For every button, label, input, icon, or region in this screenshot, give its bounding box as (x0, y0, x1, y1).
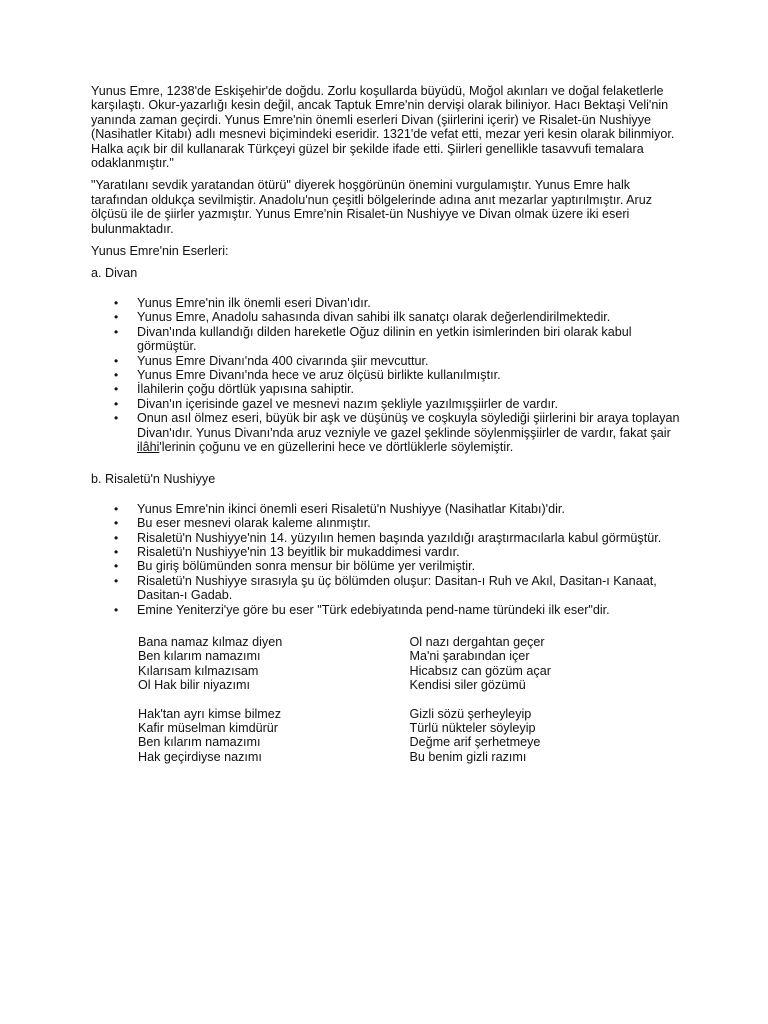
list-item: • Yunus Emre Divanı'nda 400 civarında şiir mevcuttur. (91, 354, 681, 368)
poem-line: Ben kılarım namazımı (138, 649, 261, 664)
list-item (91, 411, 681, 454)
risalet-heading: b. Risaletü'n Nushiyye (91, 472, 216, 487)
poem-line: Ol nazı dergahtan geçer (409, 635, 545, 649)
list-item: • Bu eser mesnevi olarak kaleme alınmıştır. (91, 516, 681, 530)
poem (138, 635, 681, 764)
poem-column-right (410, 635, 682, 693)
risalet-list (91, 502, 681, 617)
poem-line: Ol Hak bilir niyazımı (138, 678, 250, 693)
poem-line: Hak geçirdiyse nazımı (138, 749, 262, 764)
poem-line: Kendisi siler gözümü (409, 678, 526, 693)
intro-paragraph-2: "Yaratılanı sevdik yaratandan ötürü" diyerek hoşgörünün önemini vurgulamıştır. Yunus Emre halk tarafından oldukça sevilmiştir. Anadolu'nun çeşitli bölgelerinde adına anıt mezarlar yaptırılmıştır. Aruz ölçüsü ile de şiirler yazmıştır. Yunus Emre'nin Risalet-ün Nushiyye ve Divan olmak üzere iki eseri bulunmaktadır. (91, 178, 653, 236)
poem-line: Ma'ni şarabından içer (409, 649, 530, 664)
poem-column-right (410, 707, 682, 765)
poem-line: Türlü nükteler söyleyip (409, 721, 536, 736)
poem-line: Kafir müselman kimdürür (138, 721, 278, 736)
works-heading: Yunus Emre'nin Eserleri: (91, 244, 229, 259)
list-item: • Yunus Emre'nin ikinci önemli eseri Risaletü'n Nushiyye (Nasihatlar Kitabı)'dir. (91, 502, 681, 516)
list-item: • Bu giriş bölümünden sonra mensur bir bölüme yer verilmiştir. (91, 559, 681, 573)
poem-line: Değme arif şerhetmeye (409, 735, 541, 750)
poem-line: Hak'tan ayrı kimse bilmez (138, 706, 282, 721)
poem-line: Bu benim gizli razımı (409, 749, 527, 764)
list-item: • İlahilerin çoğu dörtlük yapısına sahiptir. (91, 382, 681, 396)
list-item: • Risaletü'n Nushiyye'nin 14. yüzyılın hemen başında yazıldığı araştırmacılarla kabul görmüştür. (91, 531, 681, 545)
list-item: • Divan'ın içerisinde gazel ve mesnevi nazım şekliyle yazılmışşiirler de vardır. (91, 397, 681, 411)
list-item: • Risaletü'n Nushiyye'nin 13 beyitlik bir mukaddimesi vardır. (91, 545, 681, 559)
list-item: • Yunus Emre, Anadolu sahasında divan sahibi ilk sanatçı olarak değerlendirilmektedir. (91, 310, 681, 324)
list-item: • Yunus Emre'nin ilk önemli eseri Divan'ıdır. (91, 296, 681, 310)
poem-column-left (138, 635, 410, 693)
poem-line: Bana namaz kılmaz diyen (138, 635, 283, 649)
ilahi-link[interactable]: ilâhi (137, 439, 160, 454)
list-item: • Yunus Emre Divanı'nda hece ve aruz ölçüsü birlikte kullanılmıştır. (91, 368, 681, 382)
poem-line: Ben kılarım namazımı (138, 735, 261, 750)
list-item-text: Onun asıl ölmez eseri, büyük bir aşk ve düşünüş ve coşkuyla söylediği şiirlerini bir araya toplayan Divan'ıdır. Yunus Divanı'nda aruz vezniyle ve gazel şeklinde söylenmişşiirler de vardır, fakat şair (137, 411, 680, 440)
document-body (91, 84, 681, 778)
list-item: • Risaletü'n Nushiyye sırasıyla şu üç bölümden oluşur: Dasitan-ı Ruh ve Akıl, Dasitan-ı Kanaat, Dasitan-ı Gadab. (91, 574, 681, 603)
poem-line: Hicabsız can gözüm açar (409, 663, 551, 678)
list-item: • Emine Yeniterzi'ye göre bu eser "Türk edebiyatında pend-name türündeki ilk eser"dir. (91, 603, 681, 617)
list-item-text: 'lerinin çoğunu ve en güzellerini hece ve dörtlüklerle söylemiştir. (159, 439, 514, 454)
poem-stanza (138, 707, 681, 765)
poem-line: Kılarısam kılmazısam (138, 663, 259, 678)
poem-line: Gizli sözü şerheyleyip (409, 706, 532, 721)
poem-column-left (138, 707, 410, 765)
poem-stanza (138, 635, 681, 693)
list-item: • Divan'ında kullandığı dilden hareketle Oğuz dilinin en yetkin isimlerinden biri olarak kabul görmüştür. (91, 325, 681, 354)
intro-paragraph-1: Yunus Emre, 1238'de Eskişehir'de doğdu. Zorlu koşullarda büyüdü, Moğol akınları ve doğal felaketlerle karşılaştı. Okur-yazarlığı kesin değil, ancak Taptuk Emre'nin dervişi olarak biliniyor. Hacı Bektaşi Veli'nin yanında zaman geçirdi. Yunus Emre'nin önemli eserleri Divan (şiirlerini içerir) ve Risalet-ün Nushiyye (Nasihatler Kitabı) adlı mesnevi biçimindeki eseridir. 1321'de vefat etti, mezar yeri kesin olarak bilinmiyor. Halka açık bir dil kullanarak Türkçeyi güzel bir şekilde ifade etti. Şiirleri genellikle tasavvufi temalara odaklanmıştır." (91, 84, 675, 171)
divan-list (91, 296, 681, 454)
divan-heading: a. Divan (91, 266, 138, 281)
